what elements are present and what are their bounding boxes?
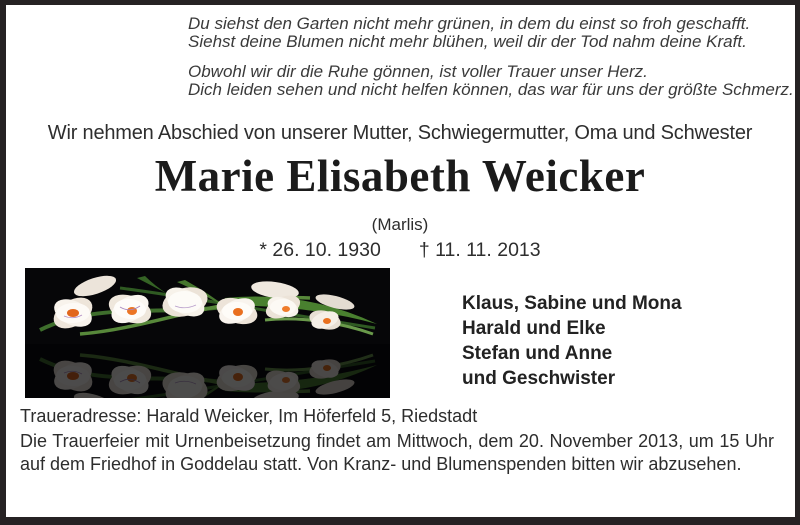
crocus-photo bbox=[25, 268, 390, 398]
frame-right-edge bbox=[795, 0, 800, 525]
poem-line: Obwohl wir dir die Ruhe gönnen, ist voller Trauer unser Herz. bbox=[188, 62, 648, 81]
deceased-name: Marie Elisabeth Weicker bbox=[154, 151, 646, 201]
crocus-photo-illustration bbox=[25, 268, 390, 398]
deceased-nickname: (Marlis) bbox=[371, 215, 429, 234]
mourners-line: Stefan und Anne bbox=[462, 343, 613, 364]
poem-line: Dich leiden sehen und nicht helfen können, das war für uns der größte Schmerz. bbox=[188, 80, 794, 99]
birth-date: * 26. 10. 1930 bbox=[259, 239, 381, 261]
death-date: † 11. 11. 2013 bbox=[418, 239, 541, 261]
frame-bottom-edge bbox=[0, 517, 800, 525]
frame-top-edge bbox=[0, 0, 800, 5]
poem-line: Du siehst den Garten nicht mehr grünen, in dem du einst so froh geschafft. bbox=[188, 14, 751, 33]
poem-stanza-2 bbox=[188, 63, 794, 99]
funeral-information: Die Trauerfeier mit Urnenbeisetzung findet am Mittwoch, dem 20. November 2013, um 15 Uhr auf dem Friedhof in Goddelau statt. Von Kranz- und Blumenspenden bitten wir abzusehen. bbox=[20, 431, 774, 474]
mourners-line: Harald und Elke bbox=[462, 318, 606, 339]
mourners-list bbox=[462, 291, 682, 391]
poem-line: Siehst deine Blumen nicht mehr blühen, weil dir der Tod nahm deine Kraft. bbox=[188, 32, 747, 51]
mourning-address: Traueradresse: Harald Weicker, Im Höferfeld 5, Riedstadt bbox=[20, 406, 478, 426]
mourners-line: und Geschwister bbox=[462, 368, 616, 389]
life-dates bbox=[0, 239, 800, 262]
mourners-line: Klaus, Sabine und Mona bbox=[462, 293, 682, 314]
poem-stanza-1 bbox=[188, 15, 794, 51]
frame-left-edge bbox=[0, 0, 6, 525]
farewell-intro-line: Wir nehmen Abschied von unserer Mutter, Schwiegermutter, Oma und Schwester bbox=[47, 122, 753, 144]
memorial-poem bbox=[188, 15, 794, 99]
